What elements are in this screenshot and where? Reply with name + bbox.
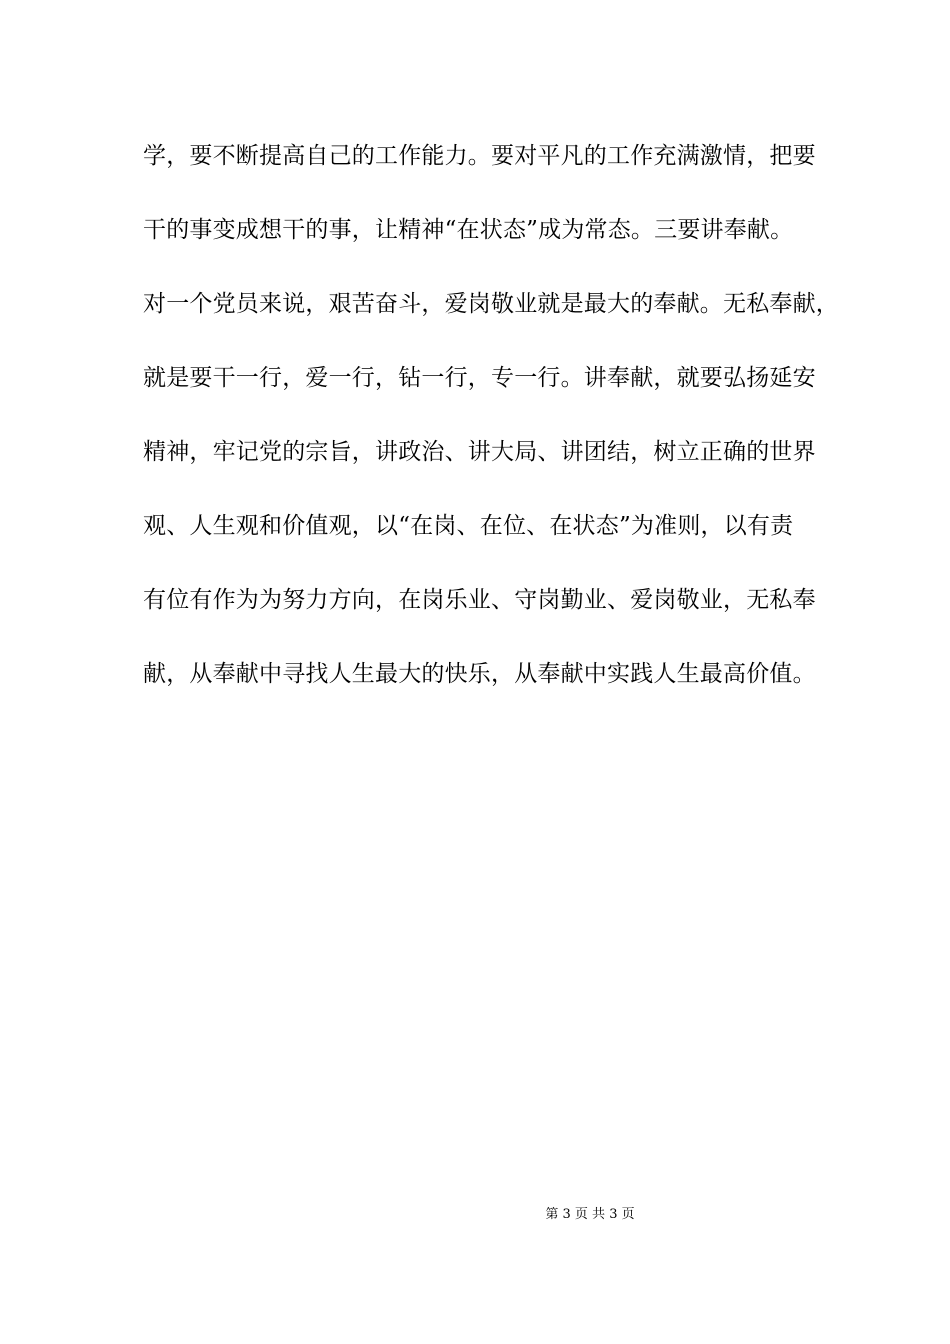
body-paragraph — [143, 137, 843, 729]
text-line: 就是要干一行，爱一行，钻一行，专一行。讲奉献，就要弘扬延安 — [143, 365, 816, 391]
page-number-footer: 第 3 页 共 3 页 — [545, 1207, 635, 1222]
text-line: 对一个党员来说，艰苦奋斗，爱岗敬业就是最大的奉献。无私奉献， — [143, 291, 839, 317]
text-line: 精神，牢记党的宗旨，讲政治、讲大局、讲团结，树立正确的世界 — [143, 439, 816, 465]
text-line: 有位有作为为努力方向，在岗乐业、守岗勤业、爱岗敬业，无私奉 — [143, 587, 816, 613]
text-line: 观、人生观和价值观，以“在岗、在位、在状态”为准则，以有责 — [143, 513, 794, 539]
text-line: 献，从奉献中寻找人生最大的快乐，从奉献中实践人生最高价值。 — [143, 661, 816, 687]
text-line: 学，要不断提高自己的工作能力。要对平凡的工作充满激情，把要 — [143, 143, 816, 169]
text-line: 干的事变成想干的事，让精神“在状态”成为常态。三要讲奉献。 — [143, 217, 794, 243]
